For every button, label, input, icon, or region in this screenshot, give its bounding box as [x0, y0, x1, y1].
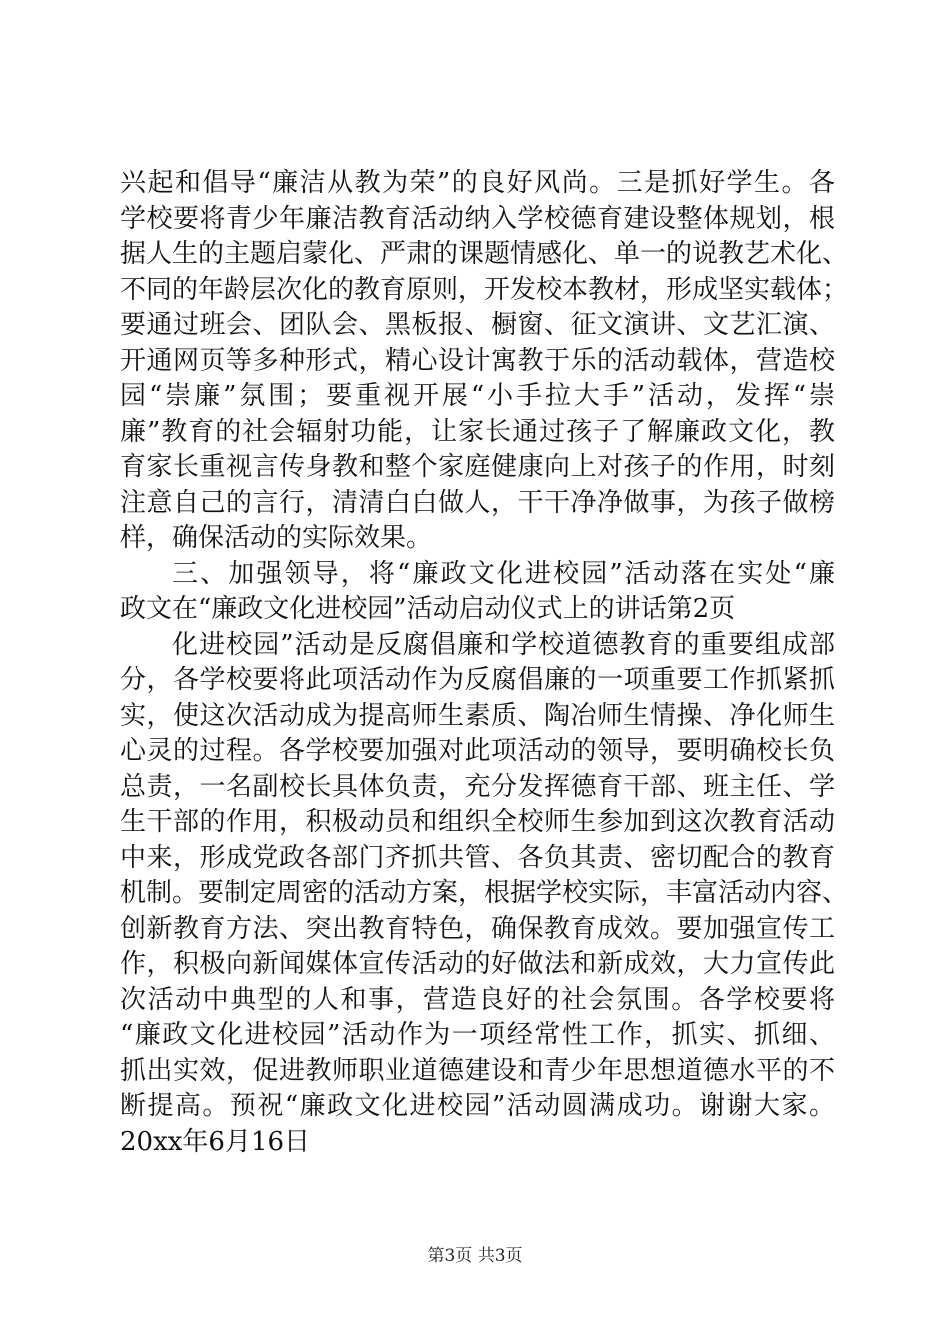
document-body — [120, 166, 849, 1160]
text-line: 实，使这次活动成为提高师生素质、陶冶师生情操、净化师生 — [120, 700, 835, 731]
text-line: 据人生的主题启蒙化、严肃的课题情感化、单一的说教艺术化、 — [120, 239, 849, 269]
text-line: 样，确保活动的实际效果。 — [120, 523, 433, 553]
text-line: 生干部的作用，积极动员和组织全校师生参加到这次教育活动 — [120, 807, 835, 837]
text-line: 抓出实效，促进教师职业道德建设和青少年思想道德水平的不 — [120, 1055, 835, 1086]
page-number-footer: 第3页 共3页 — [427, 1246, 523, 1266]
text-line: 断提高。预祝“廉政文化进校园”活动圆满成功。谢谢大家。 — [120, 1091, 835, 1121]
date-line: 20xx年6月16日 — [120, 1126, 311, 1157]
text-line: 次活动中典型的人和事，营造良好的社会氛围。各学校要将 — [120, 984, 835, 1015]
text-line: 总责，一名副校长具体负责，充分发挥德育干部、班主任、学 — [120, 771, 835, 802]
text-line: 园“崇廉”氛围；要重视开展“小手拉大手”活动，发挥“崇 — [120, 381, 835, 411]
text-line: 廉”教育的社会辐射功能，让家长通过孩子了解廉政文化，教 — [120, 416, 835, 447]
text-line: 政文在“廉政文化进校园”活动启动仪式上的讲话第2页 — [120, 594, 736, 624]
text-line: 作，积极向新闻媒体宣传活动的好做法和新成效，大力宣传此 — [120, 949, 835, 979]
text-line: 中来，形成党政各部门齐抓共管、各负其责、密切配合的教育 — [120, 842, 835, 873]
text-line: 心灵的过程。各学校要加强对此项活动的领导，要明确校长负 — [120, 736, 835, 766]
text-line: “廉政文化进校园”活动作为一项经常性工作，抓实、抓细、 — [120, 1020, 835, 1050]
text-line: 三、加强领导，将“廉政文化进校园”活动落在实处“廉 — [172, 558, 835, 589]
text-line: 学校要将青少年廉洁教育活动纳入学校德育建设整体规划，根 — [120, 203, 835, 234]
text-line: 兴起和倡导“廉洁从教为荣”的良好风尚。三是抓好学生。各 — [120, 168, 835, 198]
text-line: 化进校园”活动是反腐倡廉和学校道德教育的重要组成部 — [172, 629, 835, 660]
text-line: 分，各学校要将此项活动作为反腐倡廉的一项重要工作抓紧抓 — [120, 665, 835, 695]
text-line: 育家长重视言传身教和整个家庭健康向上对孩子的作用，时刻 — [120, 452, 835, 482]
text-line: 不同的年龄层次化的教育原则，开发校本教材，形成坚实载体； — [120, 274, 849, 305]
text-line: 开通网页等多种形式，精心设计寓教于乐的活动载体，营造校 — [120, 345, 835, 376]
text-line: 注意自己的言行，清清白白做人，干干净净做事，为孩子做榜 — [120, 487, 835, 518]
text-line: 创新教育方法、突出教育特色，确保教育成效。要加强宣传工 — [120, 913, 835, 944]
text-line: 机制。要制定周密的活动方案，根据学校实际，丰富活动内容、 — [120, 878, 849, 908]
text-line: 要通过班会、团队会、黑板报、橱窗、征文演讲、文艺汇演、 — [120, 310, 835, 340]
